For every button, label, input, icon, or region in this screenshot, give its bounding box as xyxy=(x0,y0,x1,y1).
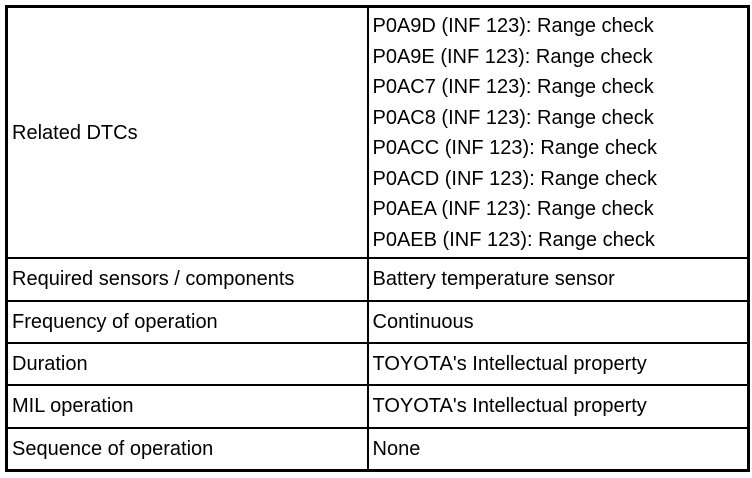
row-value: None xyxy=(368,428,749,471)
row-value: TOYOTA's Intellectual property xyxy=(368,385,749,427)
dtc-item: P0A9D (INF 123): Range check xyxy=(372,15,654,38)
specification-table xyxy=(5,5,750,472)
dtc-item: P0ACD (INF 123): Range check xyxy=(372,167,658,190)
row-value: Battery temperature sensor xyxy=(368,258,749,300)
table-row-related-dtcs xyxy=(7,7,749,259)
table-row-sequence xyxy=(7,428,749,471)
row-label: Sequence of operation xyxy=(7,428,368,471)
row-value: TOYOTA's Intellectual property xyxy=(368,343,749,385)
row-label: Frequency of operation xyxy=(7,301,368,343)
table-row-mil-operation xyxy=(7,385,749,427)
table-row-duration xyxy=(7,343,749,385)
dtc-item: P0AC7 (INF 123): Range check xyxy=(372,76,654,99)
dtc-item: P0ACC (INF 123): Range check xyxy=(372,137,658,160)
row-value: Continuous xyxy=(368,301,749,343)
dtc-item: P0AEB (INF 123): Range check xyxy=(372,228,655,251)
dtc-item: P0AEA (INF 123): Range check xyxy=(372,198,654,221)
related-dtcs-label: Related DTCs xyxy=(7,7,368,259)
dtc-item: P0A9E (INF 123): Range check xyxy=(372,45,653,68)
dtc-item: P0AC8 (INF 123): Range check xyxy=(372,106,654,129)
table-row-required-sensors xyxy=(7,258,749,300)
related-dtcs-cell xyxy=(368,7,749,259)
row-label: MIL operation xyxy=(7,385,368,427)
row-label: Duration xyxy=(7,343,368,385)
dtc-list xyxy=(373,10,748,255)
table-row-frequency xyxy=(7,301,749,343)
row-label: Required sensors / components xyxy=(7,258,368,300)
